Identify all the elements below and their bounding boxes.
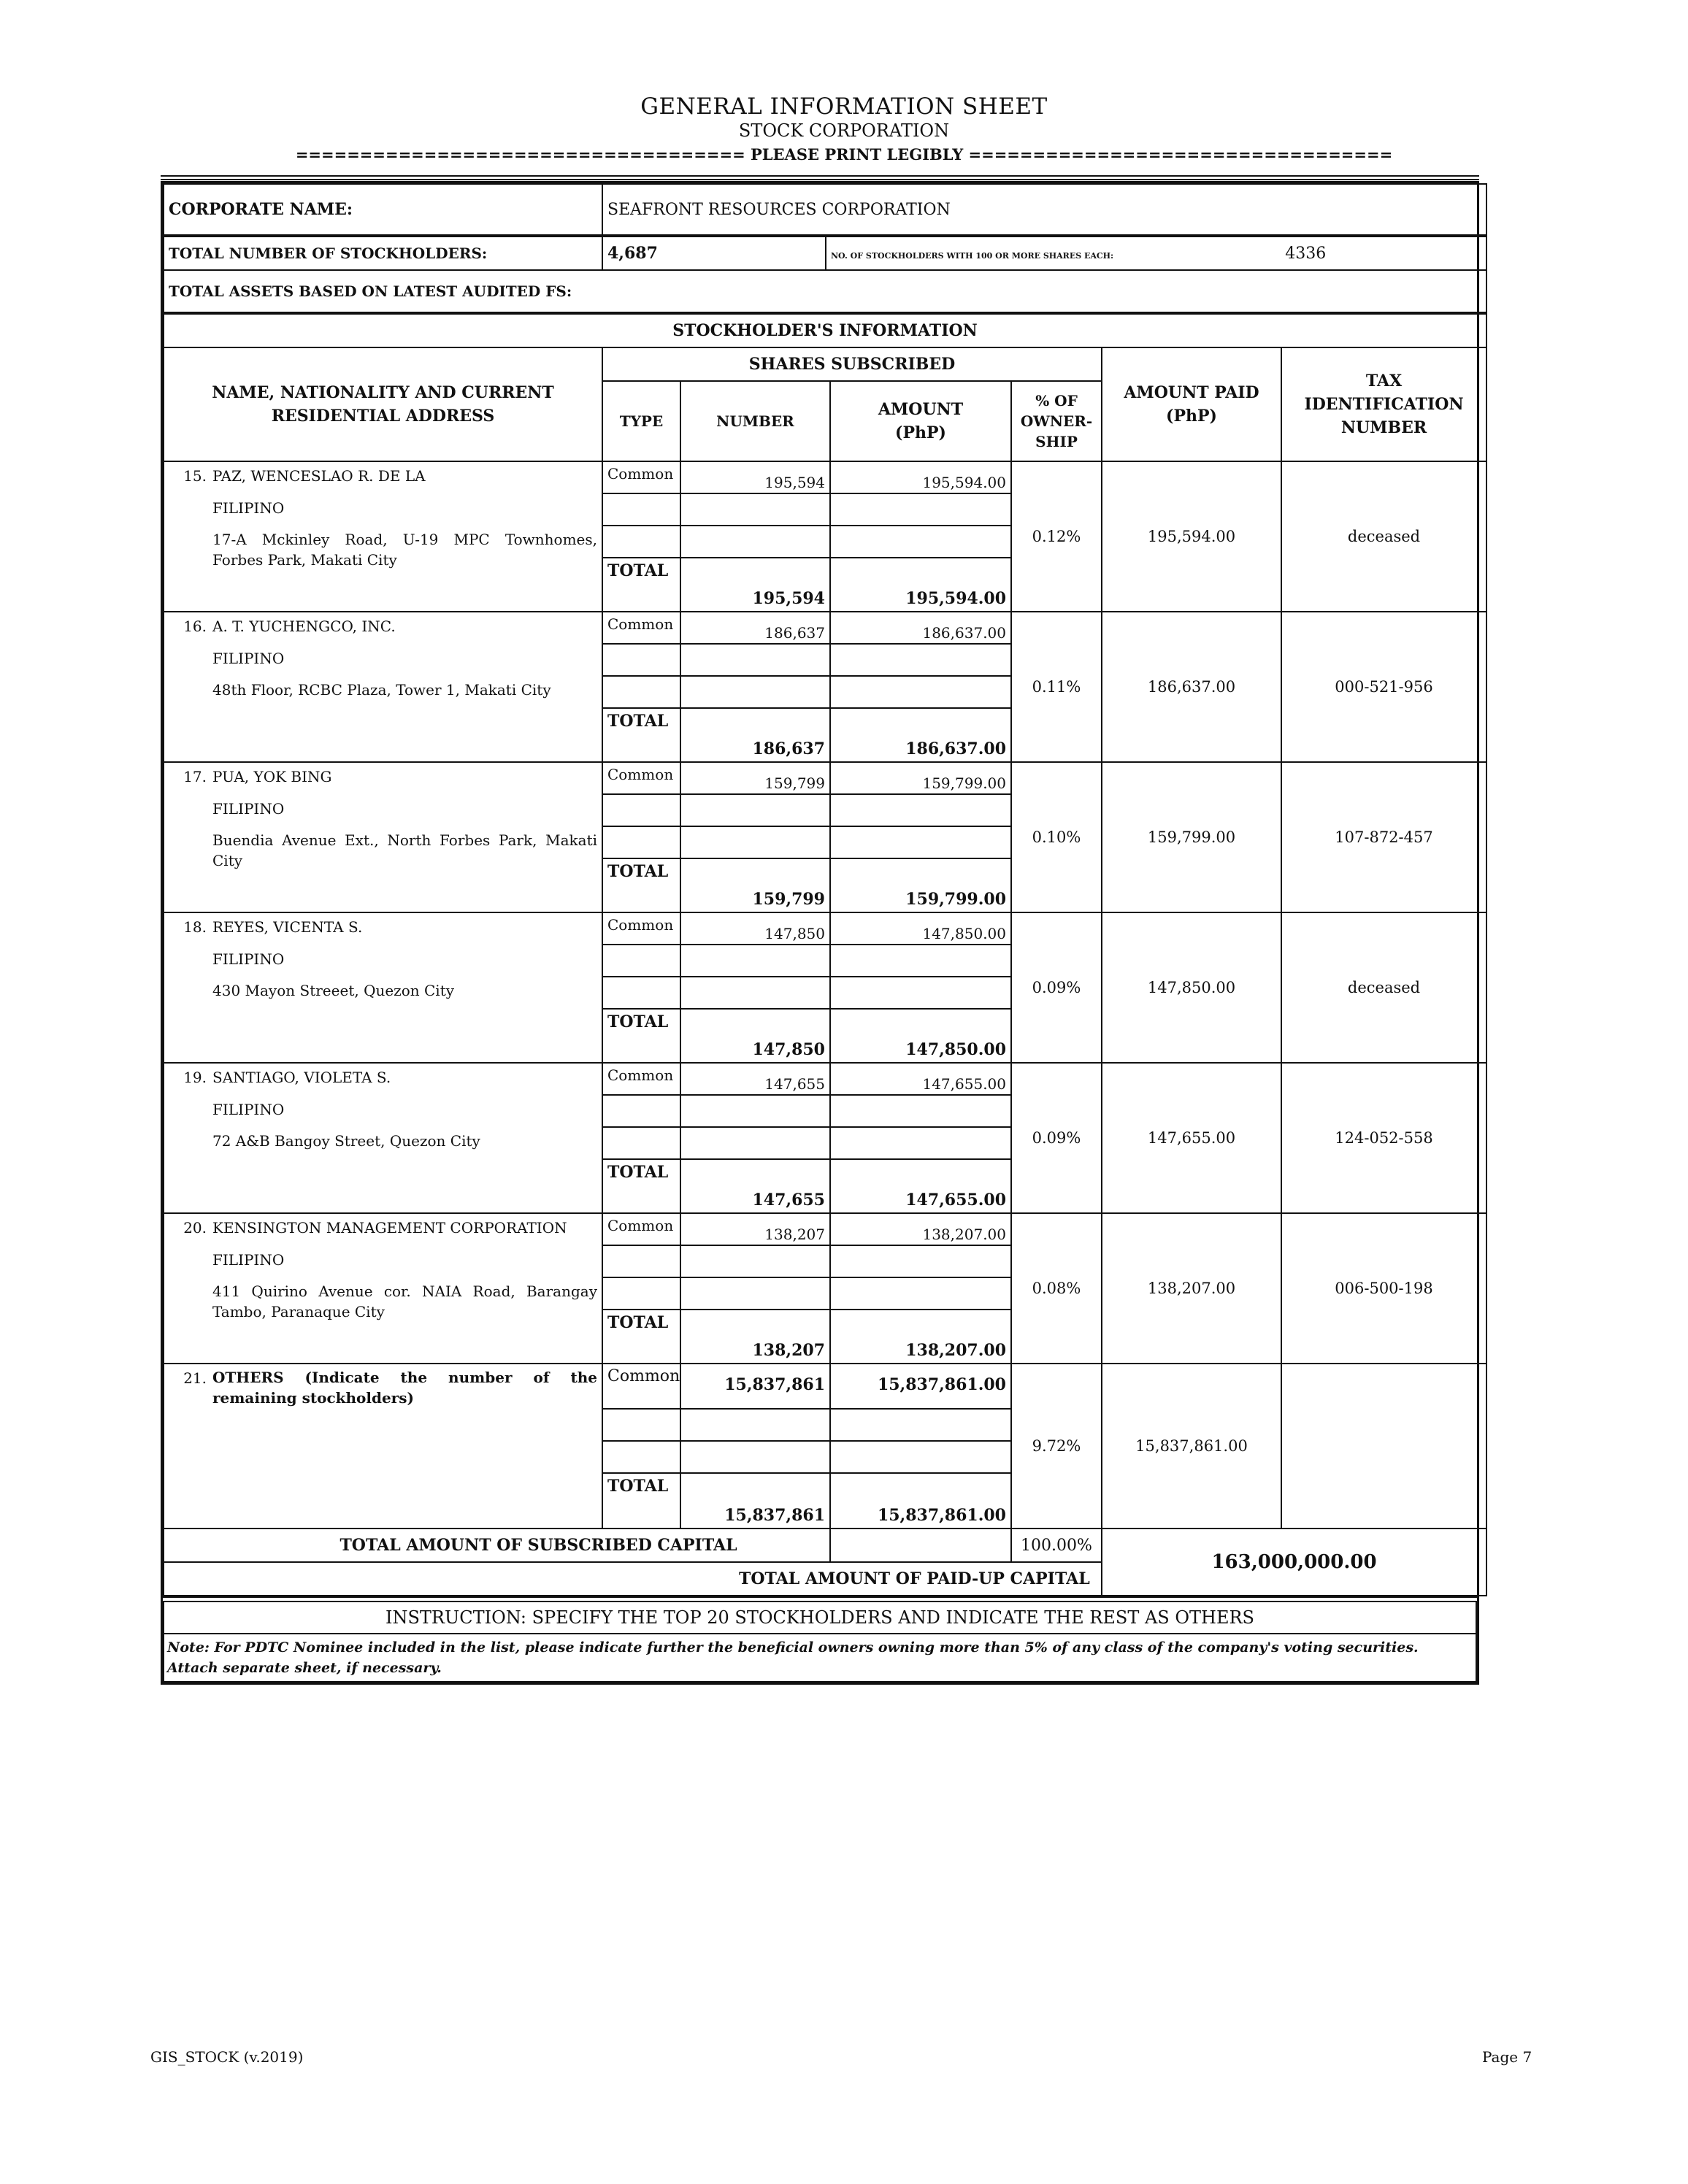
stockholder-name: SANTIAGO, VIOLETA S.: [212, 1069, 391, 1086]
share-number: 159,799: [680, 762, 830, 794]
stockholder-info: 17. PUA, YOK BING FILIPINO Buendia Avenue Ext., North Forbes Park, Makati City: [164, 762, 602, 912]
total-label: TOTAL: [602, 1473, 680, 1529]
tin: 000-521-956: [1281, 612, 1486, 762]
amount-paid: 15,837,861.00: [1102, 1364, 1281, 1529]
share-number: 195,594: [680, 461, 830, 493]
corporate-name-label: CORPORATE NAME:: [164, 184, 602, 235]
total-label: TOTAL: [602, 1310, 680, 1364]
stockholder-info: 18. REYES, VICENTA S. FILIPINO 430 Mayon Streeet, Quezon City: [164, 912, 602, 1063]
total-assets-label: TOTAL ASSETS BASED ON LATEST AUDITED FS:: [164, 270, 1486, 312]
share-number: 138,207: [680, 1213, 830, 1245]
corporate-name-value: SEAFRONT RESOURCES CORPORATION: [602, 184, 1486, 235]
total-stockholders-label: TOTAL NUMBER OF STOCKHOLDERS:: [164, 237, 602, 270]
amount-paid: 186,637.00: [1102, 612, 1281, 762]
total-label: TOTAL: [602, 558, 680, 612]
total-amount: 159,799.00: [830, 858, 1011, 912]
tin: deceased: [1281, 461, 1486, 612]
share-type: Common: [602, 762, 680, 794]
total-number: 147,655: [680, 1159, 830, 1213]
document-title: GENERAL INFORMATION SHEET: [640, 93, 1048, 120]
instruction-text: INSTRUCTION: SPECIFY THE TOP 20 STOCKHOLDERS AND INDICATE THE REST AS OTHERS: [164, 1602, 1476, 1634]
header-double-rule: [161, 175, 1479, 180]
total-amount: 186,637.00: [830, 708, 1011, 762]
col-header-tin: TAX IDENTIFICATION NUMBER: [1281, 347, 1486, 461]
total-amount: 147,850.00: [830, 1009, 1011, 1063]
share-type: Common: [602, 1063, 680, 1095]
stockholder-address: Buendia Avenue Ext., North Forbes Park, Makati City: [212, 831, 597, 869]
total-label: TOTAL: [602, 1159, 680, 1213]
stockholder-address: 411 Quirino Avenue cor. NAIA Road, Barangay Tambo, Paranaque City: [212, 1283, 597, 1320]
stockholder-nationality: FILIPINO: [212, 950, 285, 968]
amount-paid: 195,594.00: [1102, 461, 1281, 612]
total-number: 186,637: [680, 708, 830, 762]
col-header-type: TYPE: [602, 381, 680, 461]
shares-table: [163, 313, 1487, 1596]
hundred-shares-value: 4336: [1285, 244, 1327, 263]
total-label: TOTAL: [602, 1009, 680, 1063]
ownership-pct: 0.12%: [1011, 461, 1102, 612]
total-label: TOTAL: [602, 708, 680, 762]
stockholder-address: 430 Mayon Streeet, Quezon City: [212, 982, 455, 999]
form-id: GIS_STOCK (v.2019): [150, 2048, 304, 2066]
table-row: [164, 461, 1486, 493]
share-amount: 159,799.00: [830, 762, 1011, 794]
stockholder-address: 17-A Mckinley Road, U-19 MPC Townhomes, Forbes Park, Makati City: [212, 531, 597, 569]
stockholder-count-table: [163, 236, 1487, 313]
total-number: 147,850: [680, 1009, 830, 1063]
share-type: Common: [602, 1213, 680, 1245]
stockholder-nationality: FILIPINO: [212, 499, 285, 517]
others-label: OTHERS (Indicate the number of the remaining stockholders): [212, 1369, 597, 1407]
grand-total: 163,000,000.00: [1102, 1529, 1486, 1596]
share-amount: 147,850.00: [830, 912, 1011, 945]
document-subtitle: STOCK CORPORATION: [738, 120, 950, 141]
total-amount: 147,655.00: [830, 1159, 1011, 1213]
corp-info-table: [163, 183, 1487, 236]
share-type: Common: [602, 612, 680, 644]
share-number: 15,837,861: [680, 1364, 830, 1409]
table-row: [164, 1063, 1486, 1095]
ownership-pct: 0.11%: [1011, 612, 1102, 762]
stockholder-info: 16. A. T. YUCHENGCO, INC. FILIPINO 48th Floor, RCBC Plaza, Tower 1, Makati City: [164, 612, 602, 762]
amount-paid: 159,799.00: [1102, 762, 1281, 912]
stockholders-form: [161, 181, 1479, 1685]
col-header-amount: AMOUNT (PhP): [830, 381, 1011, 461]
stockholder-name: PUA, YOK BING: [212, 768, 332, 785]
others-info: 21. OTHERS (Indicate the number of the remaining stockholders): [164, 1364, 602, 1529]
table-row: [164, 612, 1486, 644]
tin: 006-500-198: [1281, 1213, 1486, 1364]
ownership-pct: 0.09%: [1011, 1063, 1102, 1213]
share-amount: 138,207.00: [830, 1213, 1011, 1245]
col-header-name: NAME, NATIONALITY AND CURRENT RESIDENTIAL ADDRESS: [164, 347, 602, 461]
table-row: [164, 1213, 1486, 1245]
stockholder-nationality: FILIPINO: [212, 650, 285, 667]
total-stockholders-value: 4,687: [602, 237, 826, 270]
total-subscribed-blank: [830, 1529, 1011, 1562]
stockholder-name: REYES, VICENTA S.: [212, 918, 363, 936]
share-amount: 147,655.00: [830, 1063, 1011, 1095]
tin: 107-872-457: [1281, 762, 1486, 912]
hundred-shares-label: NO. OF STOCKHOLDERS WITH 100 OR MORE SHARES EACH:: [831, 250, 1114, 261]
col-header-number: NUMBER: [680, 381, 830, 461]
stockholder-info: 19. SANTIAGO, VIOLETA S. FILIPINO 72 A&B Bangoy Street, Quezon City: [164, 1063, 602, 1213]
stockholder-address: 72 A&B Bangoy Street, Quezon City: [212, 1132, 480, 1150]
col-header-shares-subscribed: SHARES SUBSCRIBED: [602, 347, 1102, 381]
stockholder-name: KENSINGTON MANAGEMENT CORPORATION: [212, 1219, 567, 1237]
col-header-ownership: % OF OWNER- SHIP: [1011, 381, 1102, 461]
total-number: 195,594: [680, 558, 830, 612]
share-type: Common: [602, 461, 680, 493]
stockholder-address: 48th Floor, RCBC Plaza, Tower 1, Makati City: [212, 681, 551, 699]
share-amount: 15,837,861.00: [830, 1364, 1011, 1409]
share-type: Common: [602, 1364, 680, 1409]
total-subscribed-pct: 100.00%: [1011, 1529, 1102, 1562]
table-row: [164, 762, 1486, 794]
ownership-pct: 9.72%: [1011, 1364, 1102, 1529]
amount-paid: 147,850.00: [1102, 912, 1281, 1063]
total-amount: 138,207.00: [830, 1310, 1011, 1364]
page-number: Page 7: [1482, 2048, 1532, 2066]
note-text: Note: For PDTC Nominee included in the list, please indicate further the beneficial owners owning more than 5% of any class of the company's voting securities. Attach separate sheet, if necessary.: [164, 1634, 1476, 1682]
amount-paid: 138,207.00: [1102, 1213, 1281, 1364]
total-number: 15,837,861: [680, 1473, 830, 1529]
tin: [1281, 1364, 1486, 1529]
stockholder-nationality: FILIPINO: [212, 1101, 285, 1118]
hundred-shares-cell: [826, 237, 1486, 270]
total-subscribed-label: TOTAL AMOUNT OF SUBSCRIBED CAPITAL: [164, 1529, 830, 1562]
share-number: 186,637: [680, 612, 830, 644]
section-title: STOCKHOLDER'S INFORMATION: [164, 314, 1486, 347]
document-header: [0, 93, 1688, 165]
instruction-table: [163, 1601, 1477, 1683]
ownership-pct: 0.08%: [1011, 1213, 1102, 1364]
stockholder-name: PAZ, WENCESLAO R. DE LA: [212, 467, 426, 485]
ownership-pct: 0.09%: [1011, 912, 1102, 1063]
share-amount: 186,637.00: [830, 612, 1011, 644]
print-legibly-line: =================================== PLEASE PRINT LEGIBLY =================================: [295, 145, 1393, 164]
table-row: [164, 912, 1486, 945]
share-number: 147,655: [680, 1063, 830, 1095]
ownership-pct: 0.10%: [1011, 762, 1102, 912]
total-amount: 15,837,861.00: [830, 1473, 1011, 1529]
share-amount: 195,594.00: [830, 461, 1011, 493]
amount-paid: 147,655.00: [1102, 1063, 1281, 1213]
tin: deceased: [1281, 912, 1486, 1063]
total-number: 138,207: [680, 1310, 830, 1364]
tin: 124-052-558: [1281, 1063, 1486, 1213]
share-number: 147,850: [680, 912, 830, 945]
stockholder-nationality: FILIPINO: [212, 800, 285, 818]
total-paidup-label: TOTAL AMOUNT OF PAID-UP CAPITAL: [164, 1562, 1102, 1596]
total-amount: 195,594.00: [830, 558, 1011, 612]
stockholder-nationality: FILIPINO: [212, 1251, 285, 1269]
stockholder-info: 15. PAZ, WENCESLAO R. DE LA FILIPINO 17-A Mckinley Road, U-19 MPC Townhomes, Forbes Park, Makati City: [164, 461, 602, 612]
stockholder-name: A. T. YUCHENGCO, INC.: [212, 618, 396, 635]
total-number: 159,799: [680, 858, 830, 912]
total-label: TOTAL: [602, 858, 680, 912]
col-header-amount-paid: AMOUNT PAID (PhP): [1102, 347, 1281, 461]
stockholder-info: 20. KENSINGTON MANAGEMENT CORPORATION FILIPINO 411 Quirino Avenue cor. NAIA Road, Barangay Tambo, Paranaque City: [164, 1213, 602, 1364]
share-type: Common: [602, 912, 680, 945]
table-row-others: [164, 1364, 1486, 1409]
